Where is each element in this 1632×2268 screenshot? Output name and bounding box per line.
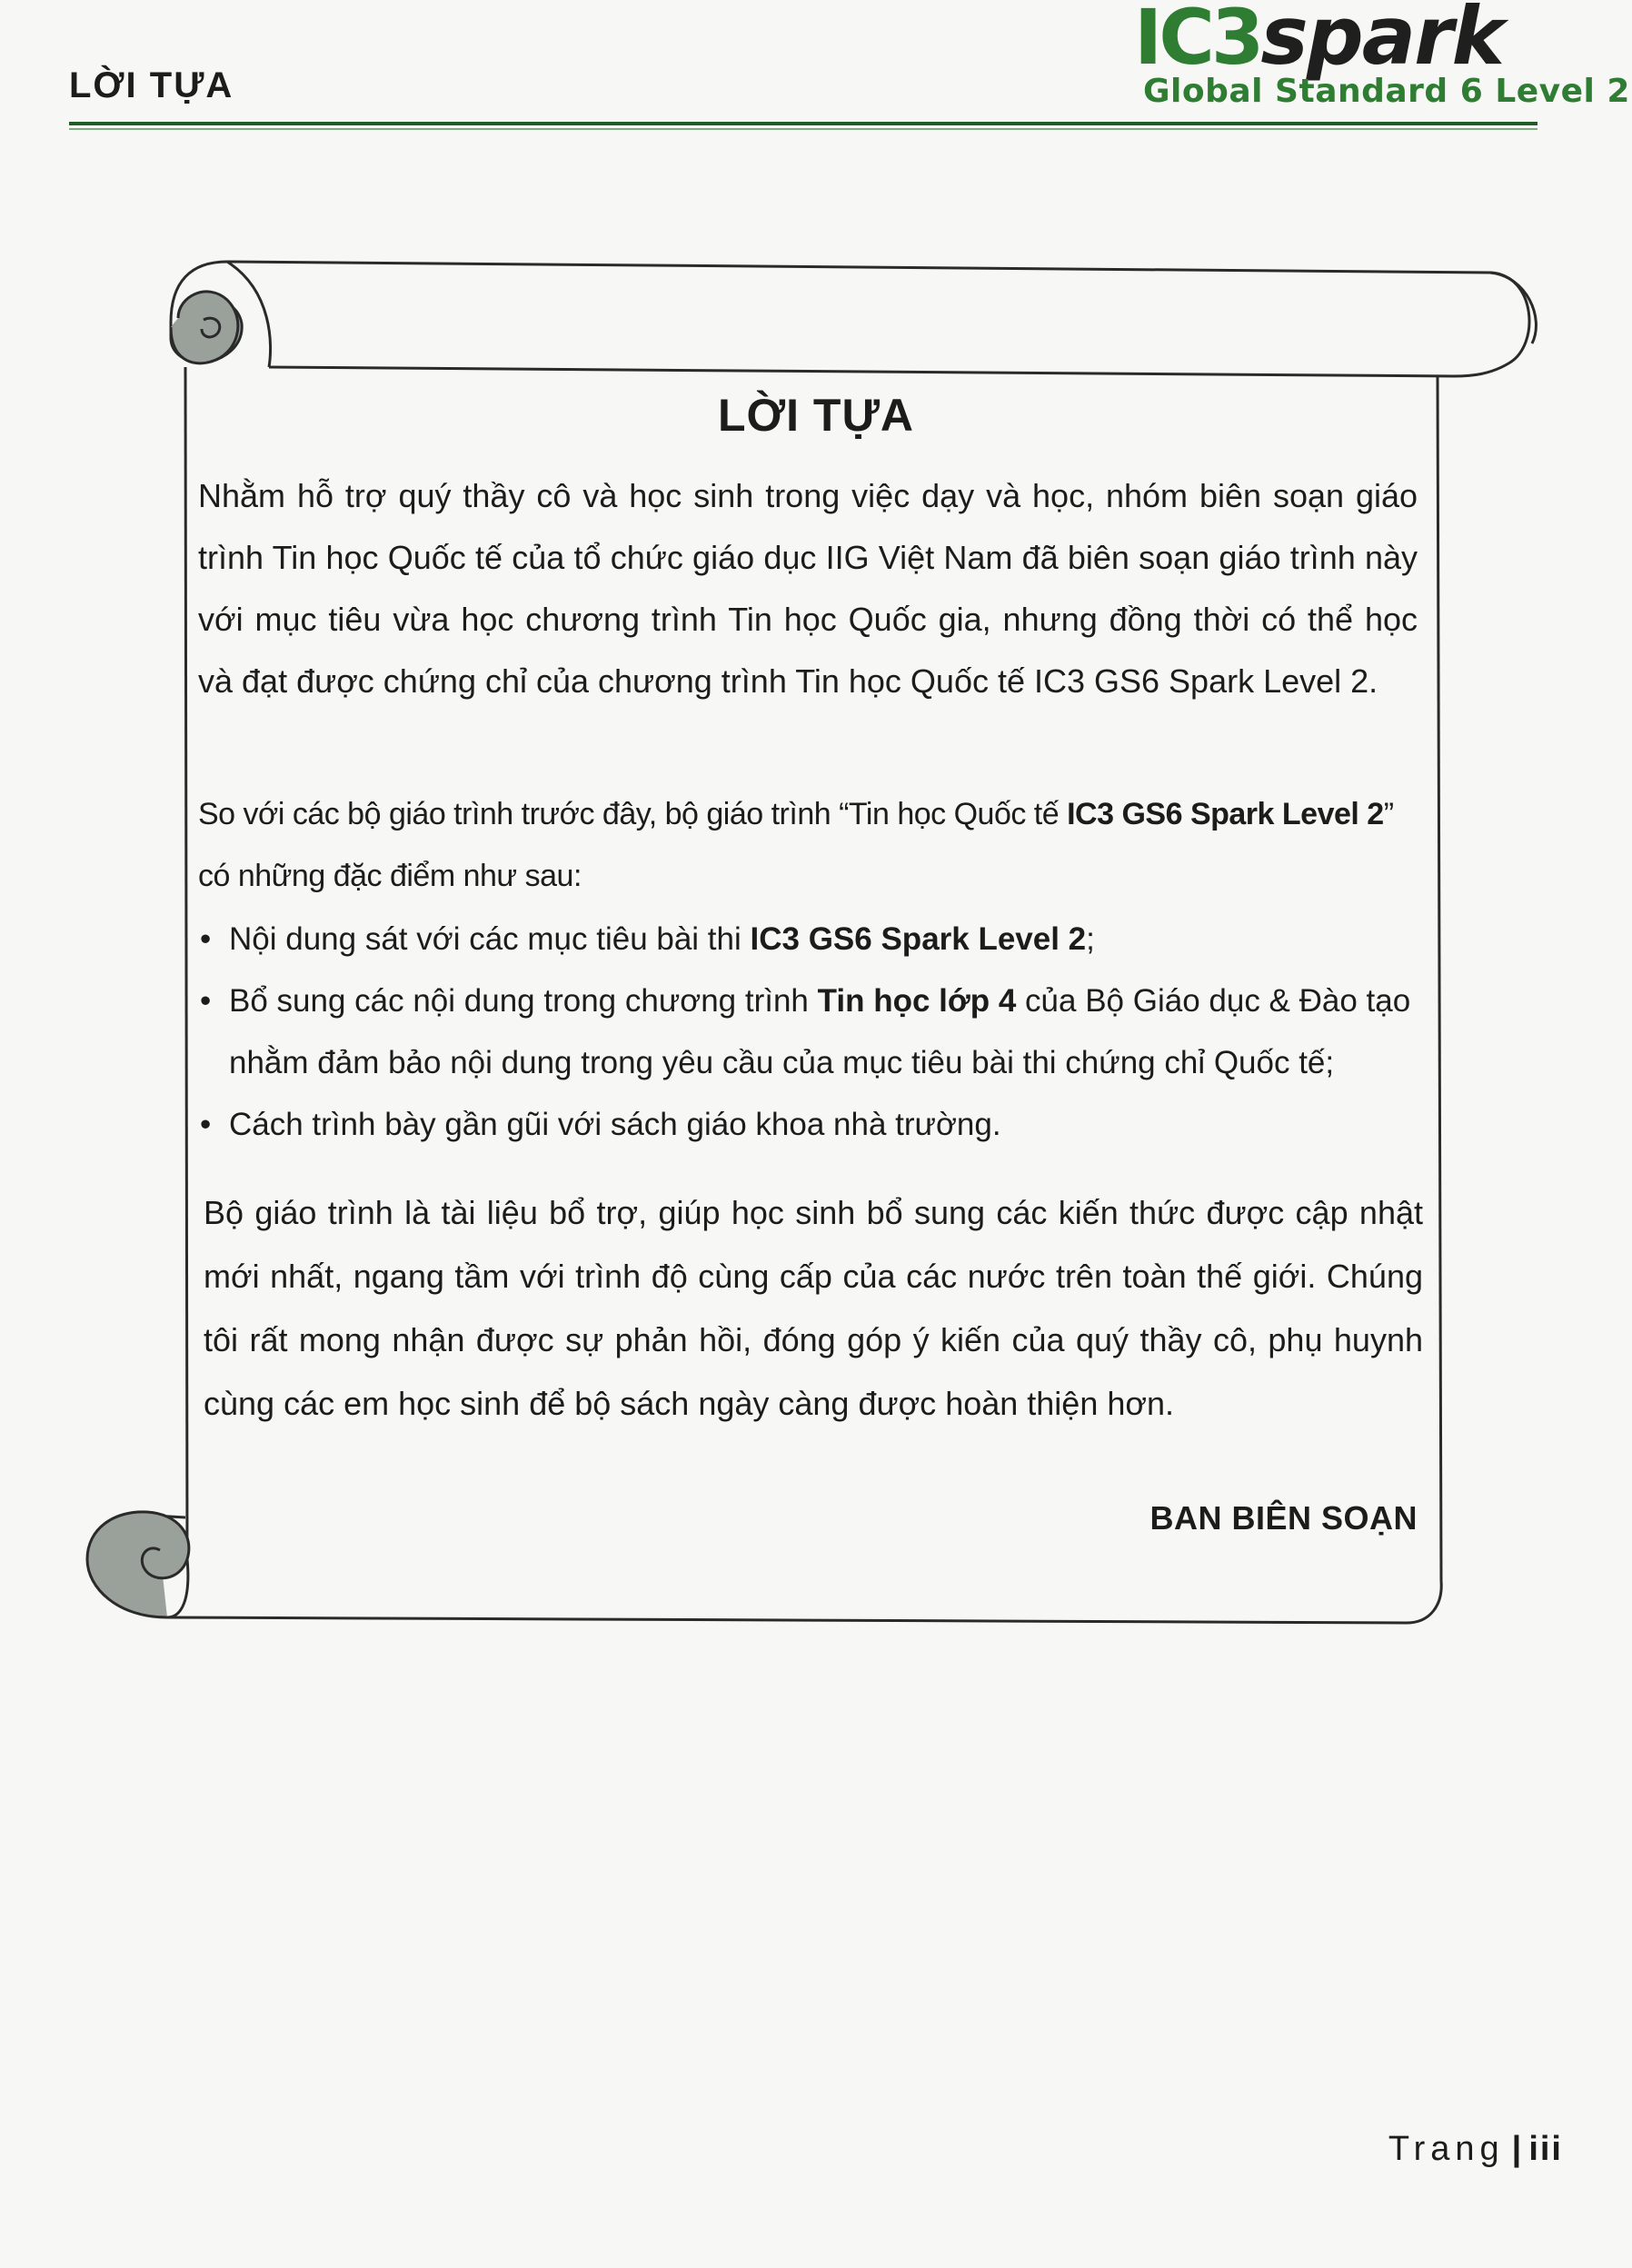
bottom-curl — [87, 1512, 189, 1617]
preface-paragraph-3: Bộ giáo trình là tài liệu bổ trợ, giúp học sinh bổ sung các kiến thức được cập nhật mới nhất, ngang tầm với trình độ cùng cấp của các nước trên toàn thế giới. Chúng tôi rất mong nhận được sự phản hồi, đóng góp ý kiến của quý thầy cô, phụ huynh cùng các em học sinh để bộ sách ngày càng được hoàn thiện hơn. — [204, 1194, 1423, 1422]
bullet-2-lead: Bổ sung các nội dung trong chương trình — [229, 983, 818, 1019]
paragraph-2-lead: So với các bộ giáo trình trước đây, bộ giáo trình “Tin học Quốc tế — [198, 797, 1068, 831]
bullet-1-tail: ; — [1086, 921, 1095, 957]
page-label: Trang — [1388, 2130, 1505, 2168]
list-item — [198, 970, 1418, 1094]
bullet-dot: • — [200, 921, 212, 957]
page-number — [1388, 2130, 1563, 2169]
feature-list — [198, 909, 1418, 1156]
brand-subtitle: Global Standard 6 Level 2 — [1143, 73, 1630, 110]
list-item — [198, 909, 1418, 970]
brand-spark-text: spark — [1260, 0, 1504, 83]
bullet-1-bold: IC3 GS6 Spark Level 2 — [750, 921, 1087, 957]
bullet-3-text: Cách trình bày gần gũi với sách giáo khoa nhà trường. — [229, 1107, 1001, 1142]
list-item — [198, 1094, 1418, 1156]
paragraph-2-tail: ” có những đặc điểm như sau: — [198, 797, 1394, 893]
page-separator: | — [1511, 2130, 1522, 2168]
page-number-value: iii — [1528, 2130, 1563, 2168]
section-title: LỜI TỰA — [69, 65, 234, 105]
paragraph-2-bold: IC3 GS6 Spark Level 2 — [1067, 797, 1384, 831]
bullet-dot: • — [200, 983, 212, 1019]
brand-ic3-text: IC3 — [1134, 0, 1261, 82]
bullet-dot: • — [200, 1107, 212, 1142]
preface-heading: LỜI TỰA — [717, 390, 915, 441]
bullet-2-tail: của Bộ Giáo dục & Đào tạo nhằm đảm bảo nội dung trong yêu cầu của mục tiêu bài thi chứng chỉ Quốc tế; — [229, 983, 1411, 1080]
bullet-2-bold: Tin học lớp 4 — [817, 983, 1017, 1019]
signature: BAN BIÊN SOẠN — [1149, 1499, 1418, 1537]
preface-paragraph-2 — [198, 783, 1418, 907]
preface-paragraph-1: Nhằm hỗ trợ quý thầy cô và học sinh trong việc dạy và học, nhóm biên soạn giáo trình Tin học Quốc tế của tổ chức giáo dục IIG Việt Nam đã biên soạn giáo trình này với mục tiêu vừa học chương trình Tin học Quốc gia, nhưng đồng thời có thể học và đạt được chứng chỉ của chương trình Tin học Quốc tế IC3 GS6 Spark Level 2. — [198, 477, 1418, 700]
bullet-1-lead: Nội dung sát với các mục tiêu bài thi — [229, 921, 751, 957]
